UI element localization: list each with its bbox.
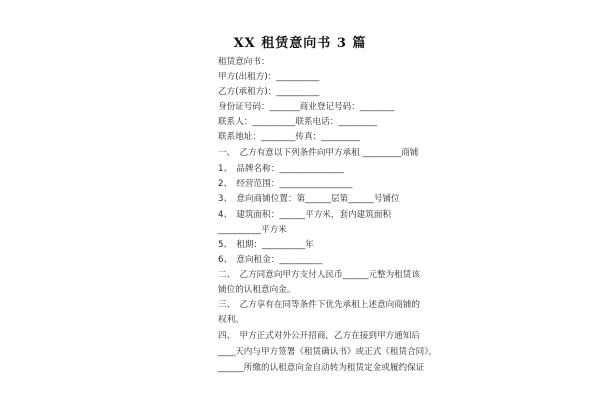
doc-line: 联系地址：________传真：_________ — [218, 132, 360, 142]
doc-line: 租赁意向书： — [218, 57, 270, 67]
doc-line: 甲方(出租方)：__________ — [218, 72, 320, 82]
doc-line: ____天内与甲方签署《租赁确认书》或正式《租赁合同》， — [218, 347, 438, 357]
doc-line: 铺位的认租意向金。 — [218, 285, 296, 295]
doc-line: 4、 建筑面积：______平方米，套内建筑面积 — [218, 210, 392, 220]
doc-line: 三、 乙方享有在同等条件下优先承租上述意向商铺的 — [218, 300, 420, 310]
doc-line: 二、 乙方同意向甲方支付人民币______元整为租赁该 — [218, 270, 420, 280]
doc-line: 联系人：__________联系电话：_________ — [218, 117, 377, 127]
doc-line: 2、 经营范围：_________________ — [218, 179, 353, 189]
document-title: XX 租赁意向书 3 篇 — [233, 36, 367, 51]
doc-line: 5、 租期：__________年 — [218, 240, 314, 250]
doc-line: ______所缴的认租意向金自动转为租赁定金或履约保证 — [218, 363, 425, 373]
doc-line: 1、 品牌名称：_______________ — [218, 164, 344, 174]
doc-line: 3、 意向商铺位置：第______层第______号铺位 — [218, 194, 400, 204]
doc-line: 身份证号码：_______商业登记号码：________ — [218, 102, 395, 112]
doc-line: 四、 甲方正式对外公开招商，乙方在接到甲方通知后 — [218, 331, 420, 341]
doc-line: 权利。 — [218, 315, 244, 325]
doc-line: __________平方米 — [218, 225, 287, 235]
doc-line: 6、 意向租金：__________ — [218, 255, 323, 265]
doc-line: 一、 乙方有意以下列条件向甲方承租 _________商铺 — [218, 148, 419, 158]
doc-line: 乙方(承租方)：__________ — [218, 87, 320, 97]
